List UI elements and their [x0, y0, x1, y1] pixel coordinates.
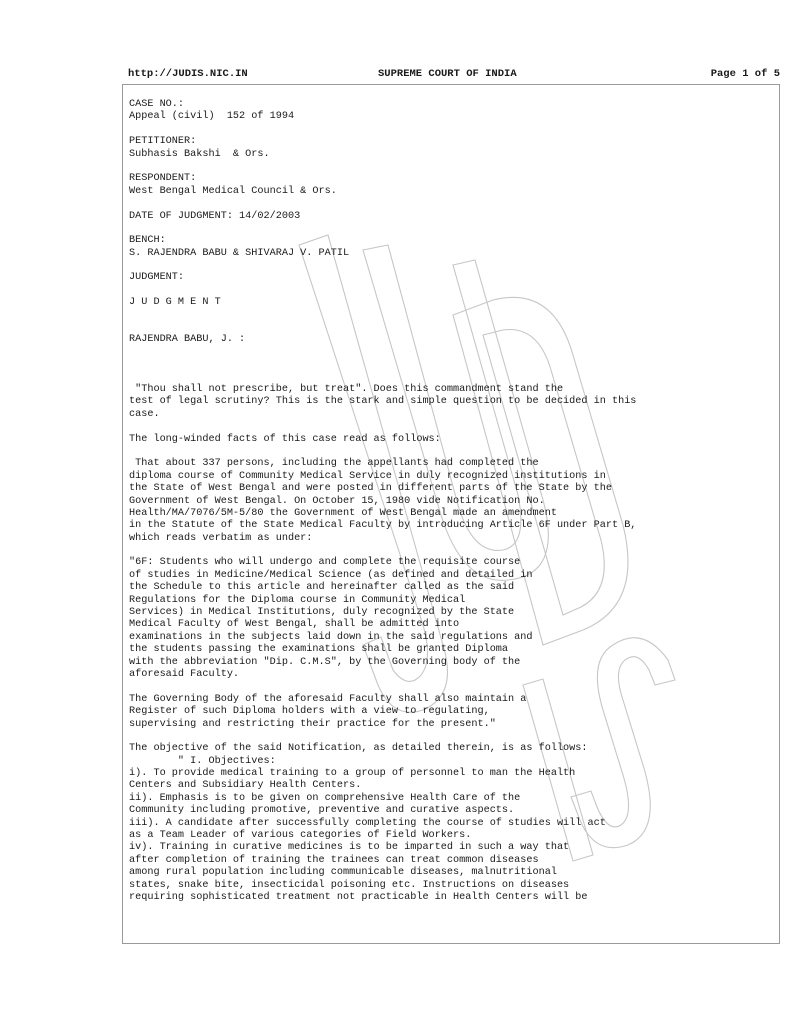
text-line: among rural population including communicable diseases, malnutritional — [129, 867, 557, 879]
text-line: after completion of training the trainees can treat common diseases — [129, 854, 539, 866]
text-line: iii). A candidate after successfully completing the course of studies will act — [129, 817, 606, 829]
text-line: as a Team Leader of various categories of Field Workers. — [129, 830, 472, 842]
paragraph-gap — [129, 285, 777, 297]
text-line: aforesaid Faculty. — [129, 668, 240, 680]
text-line: Subhasis Bakshi & Ors. — [129, 148, 270, 160]
text-line: Medical Faculty of West Bengal, shall be admitted into — [129, 619, 460, 631]
text-line: The objective of the said Notification, as detailed therein, is as follows: — [129, 743, 588, 755]
text-line — [129, 347, 777, 359]
page-number: Page 1 of 5 — [710, 68, 780, 80]
text-line: in the Statute of the State Medical Faculty by introducing Article 6F under Part B, — [129, 520, 637, 532]
judgment-text — [129, 99, 777, 904]
source-url[interactable]: http://JUDIS.NIC.IN — [128, 68, 248, 80]
text-line: PETITIONER: — [129, 136, 197, 148]
text-line: the State of West Bengal and were posted in different parts of the State by the — [129, 483, 612, 495]
paragraph-gap — [129, 198, 777, 210]
text-line: Register of such Diploma holders with a view to regulating, — [129, 706, 490, 718]
text-line: DATE OF JUDGMENT: 14/02/2003 — [129, 210, 301, 222]
text-line: with the abbreviation "Dip. C.M.S", by the Governing body of the — [129, 656, 521, 668]
text-line — [129, 310, 777, 322]
text-line: i). To provide medical training to a group of personnel to man the Health — [129, 768, 576, 780]
text-line: Government of West Bengal. On October 15, 1980 vide Notification No. — [129, 495, 545, 507]
text-line: diploma course of Community Medical Service in duly recognized institutions in — [129, 470, 606, 482]
text-line: RESPONDENT: — [129, 173, 197, 185]
text-line: RAJENDRA BABU, J. : — [129, 334, 246, 346]
text-line: BENCH: — [129, 235, 166, 247]
paragraph-gap — [129, 124, 777, 136]
paragraph-gap — [129, 161, 777, 173]
text-line: CASE NO.: — [129, 99, 185, 110]
text-line: ii). Emphasis is to be given on comprehensive Health Care of the — [129, 792, 521, 804]
text-line: the Schedule to this article and hereinafter called as the said — [129, 582, 515, 594]
text-line: Community including promotive, preventive and curative aspects. — [129, 805, 515, 817]
text-line: Centers and Subsidiary Health Centers. — [129, 780, 362, 792]
paragraph-gap — [129, 731, 777, 743]
text-line: JUDGMENT: — [129, 272, 185, 284]
court-name: SUPREME COURT OF INDIA — [378, 68, 517, 80]
text-line: Health/MA/7076/5M-5/80 the Government of West Bengal made an amendment — [129, 507, 557, 519]
paragraph-gap — [129, 372, 777, 384]
text-line: iv). Training in curative medicines is to be imparted in such a way that — [129, 842, 570, 854]
paragraph-gap — [129, 545, 777, 557]
text-line: supervising and restricting their practice for the present." — [129, 718, 496, 730]
text-line: states, snake bite, insecticidal poisoning etc. Instructions on diseases — [129, 879, 570, 891]
text-line: "Thou shall not prescribe, but treat". Does this commandment stand the — [129, 383, 564, 395]
text-line: requiring sophisticated treatment not practicable in Health Centers will be — [129, 892, 588, 903]
text-line: which reads verbatim as under: — [129, 532, 313, 544]
text-line: case. — [129, 408, 160, 420]
text-line: Services) in Medical Institutions, duly recognized by the State — [129, 607, 515, 619]
paragraph-gap — [129, 322, 777, 334]
judgment-frame — [122, 84, 780, 944]
paragraph-gap — [129, 681, 777, 693]
text-line: "6F: Students who will undergo and complete the requisite course — [129, 557, 521, 569]
text-line: test of legal scrutiny? This is the stark and simple question to be decided in this — [129, 396, 637, 408]
text-line: Regulations for the Diploma course in Community Medical — [129, 594, 466, 606]
text-line: Appeal (civil) 152 of 1994 — [129, 111, 295, 123]
text-line: of studies in Medicine/Medical Science (as defined and detailed in — [129, 569, 533, 581]
text-line: That about 337 persons, including the appellants had completed the — [129, 458, 539, 470]
text-line: The long-winded facts of this case read as follows: — [129, 433, 441, 445]
page-header — [128, 66, 780, 82]
text-line: West Bengal Medical Council & Ors. — [129, 185, 337, 197]
text-line: examinations in the subjects laid down in the said regulations and — [129, 631, 533, 643]
paragraph-gap — [129, 223, 777, 235]
text-line: The Governing Body of the aforesaid Faculty shall also maintain a — [129, 693, 527, 705]
text-line: " I. Objectives: — [129, 755, 276, 767]
text-line: J U D G M E N T — [129, 297, 221, 309]
text-line — [129, 359, 777, 371]
text-line: the students passing the examinations shall be granted Diploma — [129, 644, 509, 656]
paragraph-gap — [129, 260, 777, 272]
text-line: S. RAJENDRA BABU & SHIVARAJ V. PATIL — [129, 247, 350, 259]
paragraph-gap — [129, 446, 777, 458]
paragraph-gap — [129, 421, 777, 433]
